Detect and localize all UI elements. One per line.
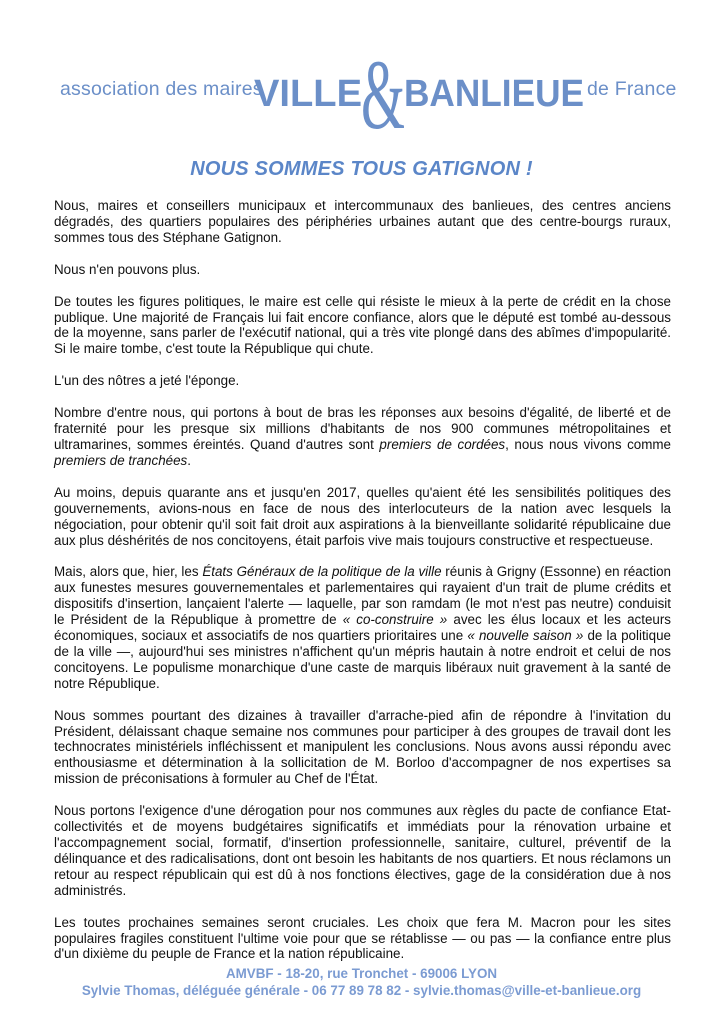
logo-ville: VILLE	[254, 73, 362, 115]
paragraph-1: Nous, maires et conseillers municipaux et intercommunaux des banlieues, des centres anciens dégradés, des quartiers populaires des périphéries urbaines autant que des centre-bourgs ruraux, sommes tous des Stéphane Gatignon.	[54, 198, 671, 245]
letter-body	[54, 198, 671, 978]
p7-text-a: Mais, alors que, hier, les	[54, 564, 203, 580]
logo-banlieue: BANLIEUE	[404, 73, 584, 115]
paragraph-4: L'un des nôtres a jeté l'éponge.	[54, 373, 240, 389]
p5-text-e: .	[187, 452, 191, 468]
p5-emphasis-cordees: premiers de cordées	[379, 436, 506, 452]
paragraph-7	[54, 564, 671, 691]
p7-emphasis-co-construire: « co-construire »	[342, 612, 448, 628]
p5-text-a: Nombre d'entre nous, qui portons à bout de bras les réponses aux besoins d'égalité, de liberté et de fraternité pour les presque six millions d'habitants de nos 900 communes métropolitaines et ultramarines, sommes éreintés. Quand d'autres sont	[54, 405, 671, 452]
p5-text-c: , nous nous vivons comme	[505, 436, 672, 452]
paragraph-8: Nous sommes pourtant des dizaines à travailler d'arrache-pied afin de répondre à l'invitation du Président, délaissant chaque semaine nos communes pour participer à des groupes de travail dont les technocrates ministériels infléchissent et manipulent les conclusions. Nous avons aussi répondu avec enthousiasme et détermination à la sollicitation de M. Borloo d'accompagner de nos expertises sa mission de préconisations à formuler au Chef de l'État.	[54, 707, 671, 787]
p5-emphasis-tranchees: premiers de tranchées	[54, 452, 188, 468]
ville-banlieue-logo	[252, 44, 587, 140]
p7-text-c: réunis à Grigny (Essonne) en réaction aux funestes mesures gouvernementales et parlementaires qui rayaient d'un trait de plume crédits et dispositifs d'insertion, lançaient l'alerte — laquelle, par son ramdam (le mot n'est pas neutre) conduisit le Président de la République à promettre de	[54, 564, 672, 628]
paragraph-5	[54, 405, 671, 469]
paragraph-9: Nous portons l'exigence d'une dérogation pour nos communes aux règles du pacte de confiance Etat-collectivités et de moyens budgétaires significatifs et immédiats pour la rénovation urbaine et l'accompagnement social, formatif, d'insertion professionnelle, sanitaire, culturel, préventif de la délinquance et des radicalisations, dont ont besoin les habitants de nos quartiers. Et nous réclamons un retour au respect républicain qui est dû à nos fonctions électives, gage de la considération due à nos administrés.	[54, 803, 671, 898]
footer-contact: Sylvie Thomas, déléguée générale - 06 77 89 78 82 - sylvie.thomas@ville-et-banlieue.org	[81, 983, 642, 998]
p7-text-g: de la politique de la ville —, aujourd'hui ses ministres n'affichent qu'un mépris hautain à notre endroit et celui de nos concitoyens. Le populisme monarchique d'une caste de marquis libéraux nuit gravement à la santé de notre République.	[54, 628, 671, 691]
p7-emphasis-etats-generaux: États Généraux de la politique de la ville	[202, 564, 442, 580]
logo-ampersand: &	[361, 44, 405, 140]
paragraph-10: Les toutes prochaines semaines seront cruciales. Les choix que fera M. Macron pour les sites populaires fragiles constituent l'ultime voie pour que se rétablisse — ou pas — la confiance entre plus d'un dixième du peuple de France et la nation républicaine.	[54, 914, 671, 962]
letterhead-right-text: de France	[587, 78, 677, 100]
paragraph-2: Nous n'en pouvons plus.	[54, 261, 201, 277]
paragraph-6: Au moins, depuis quarante ans et jusqu'en 2017, quelles qu'aient été les sensibilités politiques des gouvernements, avions-nous en face de nous des interlocuteurs de la nation avec lesquels la négociation, pour obtenir qu'il soit fait droit aux aspirations à la bienveillante solidarité républicaine due aux plus déshérités de nos concitoyens, était parfois vive mais toujours constructive et respectueuse.	[54, 484, 671, 548]
p7-text-e: avec les élus locaux et les acteurs économiques, sociaux et associatifs de nos quartiers prioritaires une	[54, 612, 671, 644]
letterhead-left-text: association des maires	[60, 78, 263, 100]
footer-address: AMVBF - 18-20, rue Tronchet - 69006 LYON	[225, 966, 498, 981]
paragraph-3: De toutes les figures politiques, le maire est celle qui résiste le mieux à la perte de crédit en la chose publique. Une majorité de Français lui fait encore confiance, alors que le député est tombé au-dessous de la moyenne, sans parler de l'exécutif national, qui a très vite plongé dans des abîmes d'impopularité. Si le maire tombe, c'est toute la République qui chute.	[54, 293, 671, 357]
letter-footer	[0, 965, 723, 999]
document-title: NOUS SOMMES TOUS GATIGNON !	[190, 158, 533, 180]
letterhead	[40, 44, 685, 144]
p7-emphasis-nouvelle-saison: « nouvelle saison »	[467, 628, 584, 644]
